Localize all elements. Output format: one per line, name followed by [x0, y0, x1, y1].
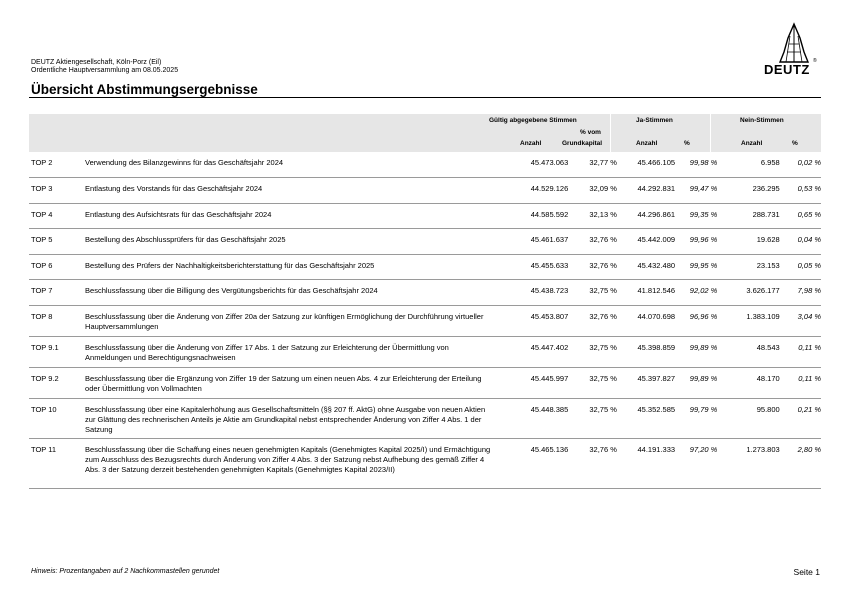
valid-votes-cell: 45.448.385: [530, 404, 569, 414]
capital-pct-cell: 32,76 %: [589, 235, 617, 244]
footnote: Hinweis: Prozentangaben auf 2 Nachkommastellen gerundet: [31, 568, 220, 575]
valid-votes-cell: 45.438.723: [530, 286, 569, 295]
header-yes-pct: %: [684, 140, 690, 147]
top-cell: TOP 9.2: [31, 373, 59, 383]
no-pct-cell: 0,21 %: [797, 404, 821, 414]
results-table: [29, 152, 821, 489]
table-row: [29, 203, 821, 229]
capital-pct-cell: 32,75 %: [589, 286, 617, 295]
table-row: [29, 439, 821, 489]
valid-votes-cell: 45.447.402: [530, 342, 569, 352]
no-votes-cell: 19.628: [756, 235, 780, 244]
top-cell: TOP 6: [31, 260, 53, 270]
no-pct-cell: 0,02 %: [797, 158, 821, 167]
header-yes-votes: Ja-Stimmen: [636, 117, 673, 124]
no-votes-cell: 48.543: [756, 342, 780, 352]
capital-pct-cell: 32,75 %: [589, 404, 617, 414]
header-cap-pct-2: Grundkapital: [562, 140, 603, 147]
header-yes-count: Anzahl: [636, 140, 658, 147]
no-votes-cell: 23.153: [756, 260, 780, 270]
yes-pct-cell: 92,02 %: [689, 286, 718, 295]
header-no-count: Anzahl: [741, 140, 763, 147]
yes-pct-cell: 96,96 %: [689, 311, 718, 321]
top-cell: TOP 2: [31, 158, 53, 167]
no-pct-cell: 0,53 %: [797, 184, 821, 193]
table-row: [29, 254, 821, 280]
yes-pct-cell: 99,79 %: [689, 404, 718, 414]
table-row: [29, 367, 821, 398]
description-cell: Bestellung des Prüfers der Nachhaltigkeitsberichterstattung für das Geschäftsjahr 2025: [85, 260, 375, 270]
capital-pct-cell: 32,75 %: [589, 373, 617, 383]
yes-pct-cell: 97,20 %: [689, 445, 718, 454]
no-pct-cell: 0,65 %: [797, 209, 821, 219]
description-cell: Verwendung des Bilanzgewinns für das Geschäftsjahr 2024: [85, 158, 284, 167]
table-header: [29, 114, 821, 152]
yes-votes-cell: 45.397.827: [637, 373, 676, 383]
valid-votes-cell: 45.445.997: [530, 373, 569, 383]
capital-pct-cell: 32,76 %: [589, 311, 617, 321]
no-pct-cell: 3,04 %: [797, 311, 821, 321]
description-cell: Beschlussfassung über die Änderung von Ziffer 20a der Satzung zur künftigen Ermöglichung der Durchführung virtueller Hauptversammlungen: [85, 311, 484, 331]
yes-pct-cell: 99,96 %: [689, 235, 718, 244]
meeting-line: Ordentliche Hauptversammlung am 08.05.2025: [31, 67, 179, 74]
no-votes-cell: 288.731: [752, 209, 780, 219]
valid-votes-cell: 44.585.592: [530, 209, 569, 219]
no-votes-cell: 3.626.177: [746, 286, 780, 295]
table-row: [29, 152, 821, 178]
yes-votes-cell: 45.352.585: [637, 404, 676, 414]
no-votes-cell: 48.170: [756, 373, 780, 383]
yes-pct-cell: 99,98 %: [689, 158, 718, 167]
table-row: [29, 398, 821, 439]
valid-votes-cell: 45.473.063: [530, 158, 569, 167]
header-no-votes: Nein-Stimmen: [740, 117, 784, 124]
top-cell: TOP 3: [31, 184, 53, 193]
header-separator: [610, 114, 611, 152]
no-votes-cell: 1.383.109: [746, 311, 780, 321]
table-row: [29, 280, 821, 306]
yes-votes-cell: 44.191.333: [637, 445, 676, 454]
description-cell: Beschlussfassung über die Billigung des Vergütungsberichts für das Geschäftsjahr 2024: [85, 286, 378, 295]
header-valid-count: Anzahl: [520, 140, 542, 147]
top-cell: TOP 10: [31, 404, 57, 414]
no-votes-cell: 236.295: [752, 184, 780, 193]
yes-votes-cell: 45.432.480: [637, 260, 676, 270]
page-number: Seite 1: [793, 567, 820, 577]
no-pct-cell: 0,11 %: [798, 373, 821, 383]
top-cell: TOP 11: [31, 445, 57, 454]
no-pct-cell: 0,04 %: [797, 235, 821, 244]
yes-pct-cell: 99,95 %: [689, 260, 718, 270]
top-cell: TOP 8: [31, 311, 53, 321]
no-votes-cell: 95.800: [756, 404, 780, 414]
description-cell: Beschlussfassung über die Änderung von Ziffer 17 Abs. 1 der Satzung zur Erleichterung der Übermittlung von Anmeldungen und Berechtigungsnachweisen: [85, 342, 449, 362]
top-cell: TOP 7: [31, 286, 53, 295]
no-votes-cell: 6.958: [760, 158, 780, 167]
registered-mark-icon: ®: [813, 58, 817, 64]
header-cap-pct-1: % vom: [580, 129, 601, 136]
header-valid-votes: Gültig abgegebene Stimmen: [489, 117, 577, 124]
yes-votes-cell: 45.442.009: [637, 235, 676, 244]
description-cell: Entlastung des Vorstands für das Geschäftsjahr 2024: [85, 184, 263, 193]
logo-wordmark: DEUTZ: [764, 62, 810, 77]
yes-pct-cell: 99,89 %: [689, 342, 718, 352]
yes-votes-cell: 44.296.861: [637, 209, 676, 219]
valid-votes-cell: 45.465.136: [530, 445, 569, 454]
top-cell: TOP 4: [31, 209, 53, 219]
yes-pct-cell: 99,47 %: [689, 184, 718, 193]
no-pct-cell: 7,98 %: [797, 286, 821, 295]
table-row: [29, 178, 821, 204]
title-rule: [29, 97, 821, 98]
header-separator: [710, 114, 711, 152]
no-votes-cell: 1.273.803: [746, 445, 780, 454]
header-no-pct: %: [792, 140, 798, 147]
yes-votes-cell: 45.398.859: [637, 342, 676, 352]
capital-pct-cell: 32,09 %: [589, 184, 617, 193]
no-pct-cell: 0,11 %: [798, 342, 821, 352]
table-row: [29, 305, 821, 336]
yes-pct-cell: 99,89 %: [689, 373, 718, 383]
table-row: [29, 336, 821, 367]
page-title: Übersicht Abstimmungsergebnisse: [31, 82, 258, 97]
yes-votes-cell: 44.070.698: [637, 311, 676, 321]
no-pct-cell: 2,80 %: [797, 445, 821, 454]
yes-votes-cell: 45.466.105: [637, 158, 676, 167]
capital-pct-cell: 32,13 %: [589, 209, 617, 219]
capital-pct-cell: 32,76 %: [589, 445, 617, 454]
company-line: DEUTZ Aktiengesellschaft, Köln-Porz (Eil): [31, 59, 162, 66]
valid-votes-cell: 45.453.807: [530, 311, 569, 321]
table-row: [29, 229, 821, 255]
valid-votes-cell: 45.461.637: [530, 235, 569, 244]
no-pct-cell: 0,05 %: [797, 260, 821, 270]
description-cell: Beschlussfassung über die Schaffung eines neuen genehmigten Kapitals (Genehmigtes Kapital 2025/I) und Ermächtigung zum Ausschluss des Bezugsrechts durch Änderung von Ziffer 4 Abs. 3 der Satzung nebst Aufhebung des gemäß Ziffer 4 Abs. 3 der Satzung derzeit bestehenden genehmigten Kapitals (Genehmigtes Kapital 2023/II): [85, 445, 491, 474]
capital-pct-cell: 32,75 %: [589, 342, 617, 352]
yes-pct-cell: 99,35 %: [689, 209, 718, 219]
description-cell: Beschlussfassung über die Ergänzung von Ziffer 19 der Satzung um einen neuen Abs. 4 zur Erleichterung der Erteilung oder Übermittlung von Vollmachten: [85, 373, 482, 393]
yes-votes-cell: 41.812.546: [637, 286, 676, 295]
capital-pct-cell: 32,76 %: [589, 260, 617, 270]
description-cell: Bestellung des Abschlussprüfers für das Geschäftsjahr 2025: [85, 235, 286, 244]
description-cell: Beschlussfassung über eine Kapitalerhöhung aus Gesellschaftsmitteln (§§ 207 ff. AktG) ohne Ausgabe von neuen Aktien zur Glättung des rechnerischen Anteils je Aktie am Grundkapital nebst entsprechender Änderung von Ziffer 4 Abs. 1 der Satzung: [85, 404, 486, 434]
top-cell: TOP 5: [31, 235, 53, 244]
description-cell: Entlastung des Aufsichtsrats für das Geschäftsjahr 2024: [85, 209, 272, 219]
valid-votes-cell: 45.455.633: [530, 260, 569, 270]
valid-votes-cell: 44.529.126: [530, 184, 569, 193]
yes-votes-cell: 44.292.831: [637, 184, 676, 193]
capital-pct-cell: 32,77 %: [589, 158, 617, 167]
top-cell: TOP 9.1: [31, 342, 59, 352]
